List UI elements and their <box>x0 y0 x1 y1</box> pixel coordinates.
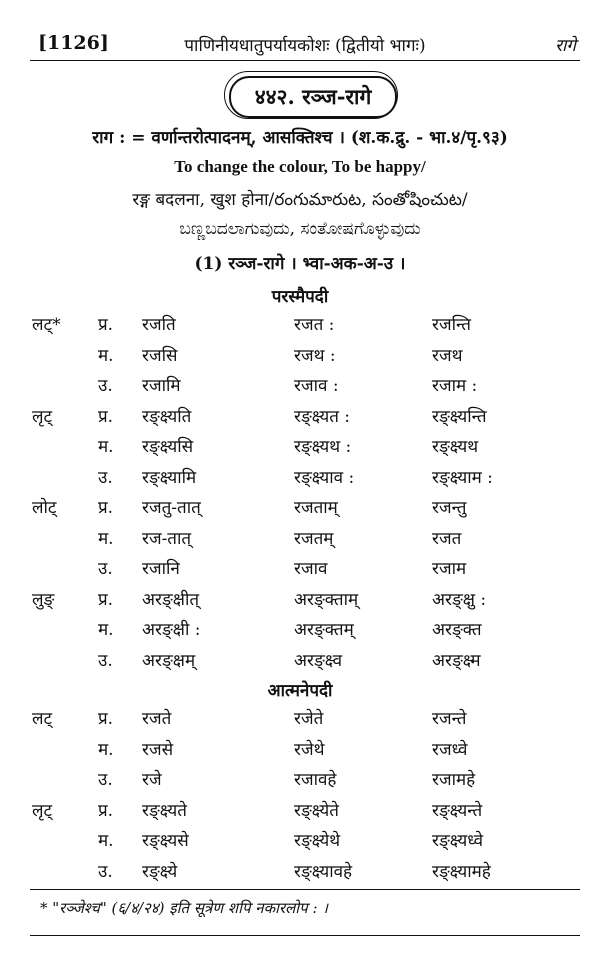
form-plural: रजध्वे <box>432 740 468 760</box>
table-row <box>0 828 600 856</box>
form-plural: रजामहे <box>432 770 476 790</box>
purusha-label: प्र. <box>98 590 114 610</box>
form-plural: रजन्ति <box>432 315 471 335</box>
form-dual: रजेथे <box>294 740 325 760</box>
form-plural: रङ्क्ष्यध्वे <box>432 831 484 851</box>
form-singular: रङ्क्ष्यति <box>142 407 192 427</box>
form-singular: रजे <box>142 770 162 790</box>
form-plural: रजत <box>432 529 462 549</box>
purusha-label: उ. <box>98 651 113 671</box>
footnote: * "रञ्जेश्च" (६/४/२४) इति सूत्रेण शपि नकारलोप : । <box>40 899 328 917</box>
table-row <box>0 587 600 615</box>
form-singular: रङ्क्ष्यसि <box>142 437 194 457</box>
form-dual: अरङ्क्तम् <box>294 620 354 640</box>
table-row <box>0 556 600 584</box>
purusha-label: उ. <box>98 468 113 488</box>
form-singular: रजसे <box>142 740 174 760</box>
lakara-label: लृट् <box>32 407 53 427</box>
table-row <box>0 648 600 676</box>
purusha-label: म. <box>98 437 114 457</box>
form-dual: अरङ्क्ष्व <box>294 651 343 671</box>
lakara-label: लृट् <box>32 801 53 821</box>
purusha-label: प्र. <box>98 315 114 335</box>
form-singular: अरङ्क्षी : <box>142 620 201 640</box>
voice-heading: आत्मनेपदी <box>267 681 333 701</box>
form-singular: रङ्क्ष्यामि <box>142 468 197 488</box>
form-dual: रजेते <box>294 709 324 729</box>
meaning-line: राग : = वर्णान्तरोत्पादनम्, आसक्तिश्च । (श.क.द्रु. - भा.४/पृ.९३) <box>92 128 508 148</box>
form-singular: रजतु-तात् <box>142 498 201 518</box>
running-word: रागे <box>555 36 576 56</box>
form-plural: रजन्तु <box>432 498 467 518</box>
entry-title: ४४२. रञ्ज-रागे <box>229 76 397 118</box>
form-plural: अरङ्क्ष्म <box>432 651 481 671</box>
voice-heading: परस्मैपदी <box>271 287 329 307</box>
page-header <box>30 30 580 61</box>
purusha-label: प्र. <box>98 801 114 821</box>
form-plural: रङ्क्ष्यामहे <box>432 862 491 882</box>
form-plural: रङ्क्ष्यथ <box>432 437 479 457</box>
hindi-telugu-meaning: रङ्ग बदलना, खुश होना/రంగుమారుట, సంతోషించుట/ <box>132 190 468 210</box>
form-dual: रजत : <box>294 315 335 335</box>
form-dual: रङ्क्ष्यावहे <box>294 862 353 882</box>
book-title: पाणिनीयधातुपर्यायकोशः (द्वितीयो भागः) <box>184 36 426 56</box>
purusha-label: म. <box>98 740 114 760</box>
table-row <box>0 526 600 554</box>
purusha-label: म. <box>98 831 114 851</box>
table-row <box>0 404 600 432</box>
footnote-divider <box>30 889 580 890</box>
form-dual: रजताम् <box>294 498 338 518</box>
table-row <box>0 706 600 734</box>
form-singular: अरङ्क्षीत् <box>142 590 200 610</box>
form-plural: रजथ <box>432 346 463 366</box>
form-plural: रङ्क्ष्यन्ति <box>432 407 487 427</box>
form-singular: रङ्क्ष्ये <box>142 862 178 882</box>
form-dual: रजतम् <box>294 529 334 549</box>
form-dual: रङ्क्ष्याव : <box>294 468 355 488</box>
form-singular: रजामि <box>142 376 181 396</box>
form-dual: रजावहे <box>294 770 337 790</box>
form-plural: रजाम <box>432 559 467 579</box>
form-singular: रज-तात् <box>142 529 192 549</box>
form-plural: रङ्क्ष्यन्ते <box>432 801 483 821</box>
page-number: [1126] <box>38 32 109 54</box>
kannada-meaning: ಬಣ್ಣಬದಲಾಗುವುದು, ಸಂತೋಷಗೊಳ್ಳುವುದು <box>179 219 421 239</box>
form-dual: रङ्क्ष्येते <box>294 801 339 821</box>
table-row <box>0 434 600 462</box>
table-row <box>0 373 600 401</box>
form-dual: रङ्क्ष्येथे <box>294 831 341 851</box>
table-row <box>0 859 600 887</box>
form-dual: रजथ : <box>294 346 336 366</box>
form-plural: अरङ्क्षु : <box>432 590 487 610</box>
purusha-label: प्र. <box>98 498 114 518</box>
form-singular: रजति <box>142 315 176 335</box>
lakara-label: लुङ् <box>32 590 55 610</box>
root-line: (1) रञ्ज-रागे । भ्वा-अक-अ-उ । <box>194 254 406 274</box>
bottom-rule <box>30 935 580 936</box>
form-singular: रजते <box>142 709 172 729</box>
table-row <box>0 767 600 795</box>
table-row <box>0 798 600 826</box>
table-row <box>0 617 600 645</box>
purusha-label: प्र. <box>98 709 114 729</box>
form-plural: अरङ्क्त <box>432 620 482 640</box>
table-row <box>0 343 600 371</box>
lakara-label: लोट् <box>32 498 57 518</box>
form-dual: रजाव <box>294 559 328 579</box>
purusha-label: उ. <box>98 770 113 790</box>
english-meaning: To change the colour, To be happy/ <box>174 157 426 176</box>
table-row <box>0 495 600 523</box>
form-dual: रङ्क्ष्यत : <box>294 407 351 427</box>
purusha-label: म. <box>98 346 114 366</box>
purusha-label: म. <box>98 620 114 640</box>
form-singular: रङ्क्ष्यसे <box>142 831 189 851</box>
form-plural: रजाम : <box>432 376 478 396</box>
form-dual: रङ्क्ष्यथ : <box>294 437 352 457</box>
purusha-label: प्र. <box>98 407 114 427</box>
form-singular: रजानि <box>142 559 180 579</box>
purusha-label: उ. <box>98 862 113 882</box>
form-plural: रङ्क्ष्याम : <box>432 468 493 488</box>
form-plural: रजन्ते <box>432 709 467 729</box>
form-dual: रजाव : <box>294 376 339 396</box>
purusha-label: उ. <box>98 376 113 396</box>
table-row <box>0 737 600 765</box>
purusha-label: म. <box>98 529 114 549</box>
form-dual: अरङ्क्ताम् <box>294 590 359 610</box>
purusha-label: उ. <box>98 559 113 579</box>
form-singular: रङ्क्ष्यते <box>142 801 187 821</box>
lakara-label: लट् <box>32 709 53 729</box>
table-row <box>0 465 600 493</box>
lakara-label: लट्* <box>32 315 61 335</box>
table-row <box>0 312 600 340</box>
form-singular: रजसि <box>142 346 178 366</box>
form-singular: अरङ्क्षम् <box>142 651 196 671</box>
